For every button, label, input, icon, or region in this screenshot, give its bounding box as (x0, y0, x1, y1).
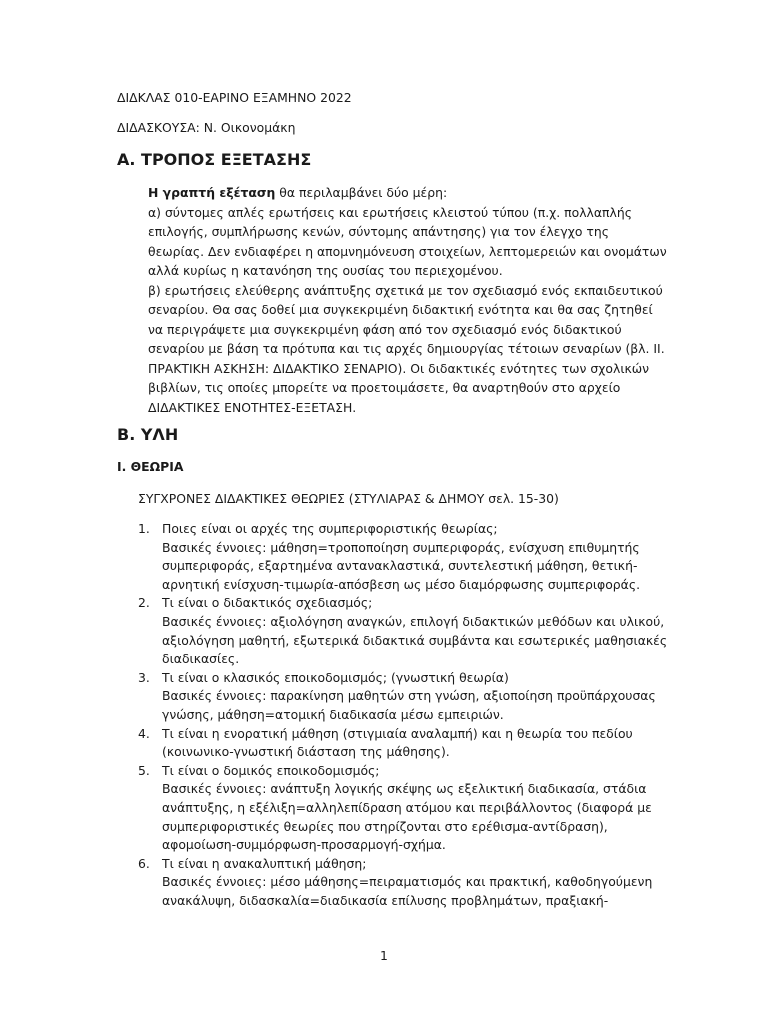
item-concepts: Βασικές έννοιες: μάθηση=τροποποίηση συμπεριφοράς, ενίσχυση επιθυμητής συμπεριφοράς, εξαρτημένα αντανακλαστικά, συντελεστική μάθηση, θετική-αρνητική ενίσχυση-τιμωρία-απόσβεση ως μέσο διαμόρφωσης συμπεριφοράς. (162, 539, 641, 592)
item-number: 1. (138, 521, 150, 536)
instructor-line: ΔΙΔΑΣΚΟΥΣΑ: Ν. Οικονομάκη (117, 120, 296, 135)
theory-question-list (138, 520, 668, 910)
exam-intro (148, 183, 668, 203)
list-item (138, 762, 668, 855)
item-number: 3. (138, 669, 150, 685)
list-item (138, 669, 668, 725)
course-title: ΔΙΔΚΛΑΣ 010-ΕΑΡΙΝΟ ΕΞΑΜΗΝΟ 2022 (117, 90, 352, 105)
exam-part-a: α) σύντομες απλές ερωτήσεις και ερωτήσεις κλειστού τύπου (π.χ. πολλαπλής επιλογής, συμπλήρωσης κενών, σύντομης απάντησης) για τον έλεγχο της θεωρίας. Δεν ενδιαφέρει η απομνημόνευση στοιχείων, λεπτομερειών και ονομάτων αλλά κυρίως η κατανόηση της ουσίας του περιεχομένου. (148, 204, 667, 278)
item-number: 6. (138, 855, 150, 871)
exam-description (148, 183, 668, 417)
item-question: Ποιες είναι οι αρχές της συμπεριφοριστικής θεωρίας; (162, 521, 498, 536)
item-concepts: Βασικές έννοιες: μέσο μάθησης=πειραματισμός και πρακτική, καθοδηγούμενη ανακάλυψη, διδασκαλία=διαδικασία επίλυσης προβλημάτων, πραξιακή- (162, 874, 653, 908)
theory-source: ΣΥΓΧΡΟΝΕΣ ΔΙΔΑΚΤΙΚΕΣ ΘΕΩΡΙΕΣ (ΣΤΥΛΙΑΡΑΣ & ΔΗΜΟΥ σελ. 15-30) (138, 491, 559, 506)
list-item (138, 725, 668, 762)
item-question: Τι είναι ο διδακτικός σχεδιασμός; (162, 595, 373, 611)
theory-subheading: Ι. ΘΕΩΡΙΑ (117, 459, 184, 474)
item-question: Τι είναι η ανακαλυπτική μάθηση; (162, 855, 367, 871)
page-number: 1 (380, 948, 388, 963)
item-concepts: Βασικές έννοιες: αξιολόγηση αναγκών, επιλογή διδακτικών μεθόδων και υλικού, αξιολόγηση μαθητή, εξωτερικά διδακτικά συμβάντα και εσωτερικές μαθησιακές διαδικασίες. (162, 613, 668, 667)
list-item (138, 520, 668, 594)
exam-part-b: β) ερωτήσεις ελεύθερης ανάπτυξης σχετικά με τον σχεδιασμό ενός εκπαιδευτικού σεναρίου. Θα σας δοθεί μια συγκεκριμένη διδακτική ενότητα και θα σας ζητηθεί να περιγράψετε μια συγκεκριμένη φάση από τον σχεδιασμό ενός διδακτικού σεναρίου με βάση τα πρότυπα και τις αρχές δημιουργίας τέτοιων σεναρίων (βλ. ΙΙ. ΠΡΑΚΤΙΚΗ ΑΣΚΗΣΗ: ΔΙΔΑΚΤΙΚΟ ΣΕΝΑΡΙΟ). Οι διδακτικές ενότητες των σχολικών βιβλίων, τις οποίες μπορείτε να προετοιμάσετε, θα αναρτηθούν στο αρχείο ΔΙΔΑΚΤΙΚΕΣ ΕΝΟΤΗΤΕΣ-ΕΞΕΤΑΣΗ. (148, 282, 665, 415)
section-a-heading: Α. ΤΡΟΠΟΣ ΕΞΕΤΑΣΗΣ (117, 150, 312, 169)
item-number: 2. (138, 595, 150, 611)
list-item (138, 855, 668, 911)
item-concepts: Βασικές έννοιες: ανάπτυξη λογικής σκέψης ως εξελικτική διαδικασία, στάδια ανάπτυξης, η εξέλιξη=αλληλεπίδραση ατόμου και περιβάλλοντος (διαφορά με συμπεριφοριστικές θεωρίες που στηρίζονται στο ερέθισμα-αντίδραση), αφομοίωση-συμμόρφωση-προσαρμογή-σχήμα. (162, 781, 652, 853)
item-concepts: Βασικές έννοιες: παρακίνηση μαθητών στη γνώση, αξιοποίηση προϋπάρχουσας γνώσης, μάθηση=ατομική διαδικασία μέσω εμπειριών. (162, 688, 656, 722)
list-item (138, 594, 668, 668)
exam-intro-bold: Η γραπτή εξέταση (148, 185, 276, 200)
item-number: 5. (138, 762, 150, 778)
section-b-heading: Β. ΥΛΗ (117, 425, 179, 444)
item-number: 4. (138, 725, 150, 741)
item-question: Τι είναι ο δομικός εποικοδομισμός; (162, 762, 380, 778)
item-question: Τι είναι η ενορατική μάθηση (στιγμιαία αναλαμπή) και η θεωρία του πεδίου (κοινωνικο-γνωστική διάσταση της μάθησης). (162, 725, 633, 760)
item-question: Τι είναι ο κλασικός εποικοδομισμός; (γνωστική θεωρία) (162, 669, 509, 685)
exam-intro-rest: θα περιλαμβάνει δύο μέρη: (275, 185, 448, 200)
